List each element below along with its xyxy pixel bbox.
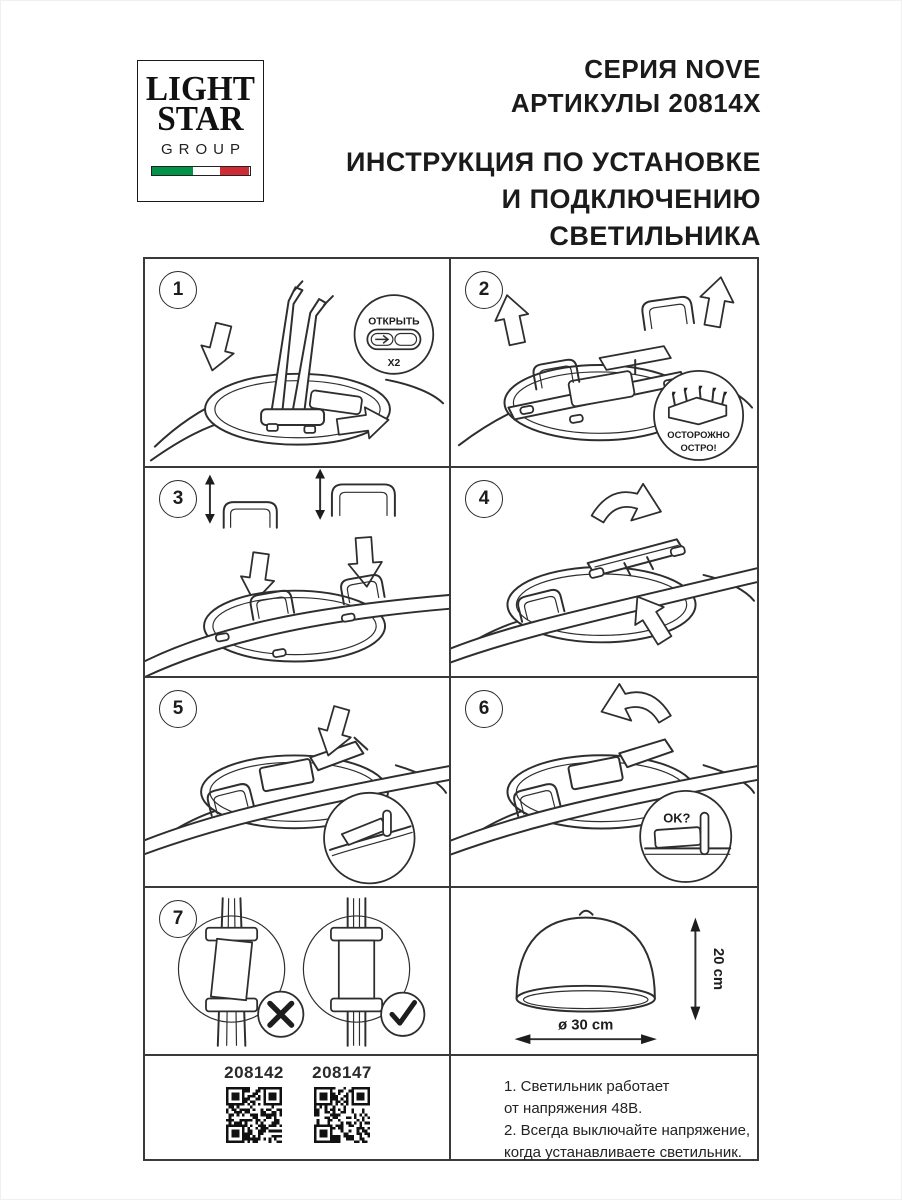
svg-text:ø 30 cm: ø 30 cm bbox=[558, 1017, 614, 1034]
lamp-dome bbox=[517, 911, 655, 1012]
qr-code bbox=[226, 1087, 282, 1143]
instruction-grid bbox=[143, 257, 759, 1161]
svg-text:ОТКРЫТЬ: ОТКРЫТЬ bbox=[368, 316, 420, 328]
note-line: 2. Всегда выключайте напряжение, bbox=[504, 1122, 751, 1139]
article-number: 208142 bbox=[224, 1063, 284, 1082]
step-2-panel bbox=[451, 259, 757, 468]
step-5-number: 5 bbox=[159, 690, 197, 728]
step-6-panel bbox=[451, 678, 757, 888]
step-2-number: 2 bbox=[465, 271, 503, 309]
dimensions-panel bbox=[451, 888, 757, 1056]
safety-notes bbox=[504, 1076, 750, 1164]
height-dimension bbox=[690, 918, 726, 1021]
step-6-number: 6 bbox=[465, 690, 503, 728]
logo-word-light: LIGHT bbox=[145, 69, 256, 108]
wrong-alignment-example bbox=[178, 898, 303, 1046]
sharp-warning-badge bbox=[654, 371, 743, 460]
latch-detail-magnifier bbox=[324, 793, 415, 884]
svg-text:ОСТОРОЖНО: ОСТОРОЖНО bbox=[667, 429, 730, 441]
note-line: когда устанавливаете светильник. bbox=[504, 1144, 742, 1161]
logo-word-star: STAR bbox=[157, 99, 244, 138]
clip-large bbox=[332, 484, 395, 515]
qr-group-208147 bbox=[294, 1063, 390, 1148]
qr-group-208142 bbox=[206, 1063, 302, 1148]
flag-red bbox=[220, 167, 249, 175]
qr-code bbox=[314, 1087, 370, 1143]
header bbox=[290, 52, 761, 255]
step-3-number: 3 bbox=[159, 480, 197, 518]
open-x2-badge bbox=[355, 295, 434, 374]
clip-small bbox=[224, 502, 277, 528]
mounting-bracket bbox=[261, 281, 333, 433]
step-7-number: 7 bbox=[159, 900, 197, 938]
ok-check-badge bbox=[640, 791, 731, 882]
qr-panel bbox=[145, 1056, 451, 1159]
diameter-dimension bbox=[515, 1017, 657, 1044]
lamp-dimensions-illustration bbox=[451, 888, 757, 1054]
instruction-title-line1: ИНСТРУКЦИЯ ПО УСТАНОВКЕ bbox=[346, 147, 761, 177]
step-4-number: 4 bbox=[465, 480, 503, 518]
curved-down-arrow-icon bbox=[592, 484, 661, 523]
double-arrow-icon-right bbox=[315, 469, 325, 520]
cross-icon bbox=[258, 992, 303, 1037]
step-1-number: 1 bbox=[159, 271, 197, 309]
lightstar-logo bbox=[137, 60, 264, 202]
italian-flag-stripe bbox=[151, 166, 251, 176]
step-5-panel bbox=[145, 678, 451, 888]
curved-close-arrow-icon bbox=[602, 684, 671, 723]
svg-text:20 cm: 20 cm bbox=[710, 948, 727, 991]
flag-green bbox=[152, 167, 193, 175]
step-1-panel bbox=[145, 259, 451, 468]
down-arrow-icon bbox=[196, 321, 240, 375]
notes-panel bbox=[451, 1056, 757, 1159]
note-line: от напряжения 48В. bbox=[504, 1100, 643, 1117]
step-7-panel bbox=[145, 888, 451, 1056]
double-arrow-icon-left bbox=[205, 475, 215, 524]
series-title: СЕРИЯ NOVE bbox=[584, 54, 761, 84]
up-arrow-icon-right bbox=[696, 274, 738, 329]
step-4-panel bbox=[451, 468, 757, 678]
note-line: 1. Светильник работает bbox=[504, 1078, 670, 1095]
flag-white bbox=[193, 167, 220, 175]
step-3-panel bbox=[145, 468, 451, 678]
svg-text:X2: X2 bbox=[387, 357, 401, 369]
instruction-title-line2: И ПОДКЛЮЧЕНИЮ СВЕТИЛЬНИКА bbox=[501, 184, 761, 251]
articles-title: АРТИКУЛЫ 20814X bbox=[510, 88, 761, 118]
big-down-arrow-right bbox=[347, 536, 384, 587]
correct-alignment-example bbox=[303, 898, 424, 1046]
article-number: 208147 bbox=[312, 1063, 372, 1082]
svg-text:OK?: OK? bbox=[663, 810, 691, 826]
logo-word-group: GROUP bbox=[160, 141, 246, 158]
svg-text:ОСТРО!: ОСТРО! bbox=[680, 442, 717, 454]
handle-clip-right bbox=[641, 296, 694, 330]
check-icon bbox=[381, 993, 424, 1036]
